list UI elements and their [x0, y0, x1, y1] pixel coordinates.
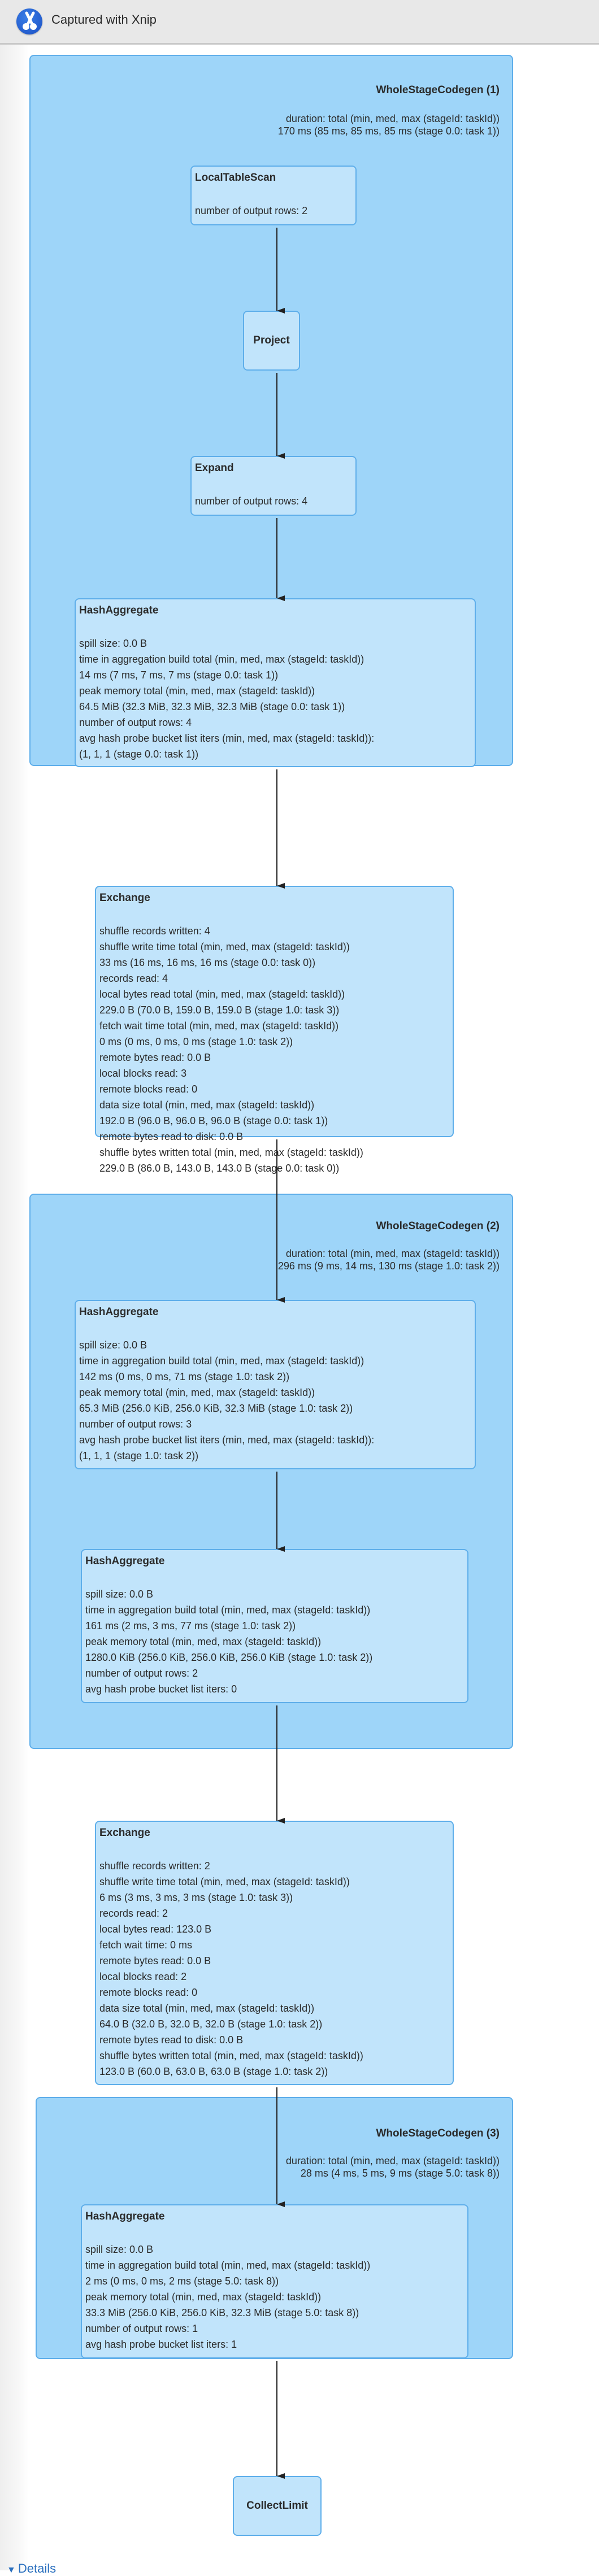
metric-line: 229.0 B (70.0 B, 159.0 B, 159.0 B (stage 1.0: task 3)) — [99, 1004, 340, 1016]
metric-line: peak memory total (min, med, max (stageId: taskId)) — [85, 1636, 322, 1647]
metric-line: 123.0 B (60.0 B, 63.0 B, 63.0 B (stage 1.0: task 2)) — [99, 2066, 328, 2077]
node-metrics — [79, 1337, 471, 1464]
metric-line: 229.0 B (86.0 B, 143.0 B, 143.0 B (stage 0.0: task 0)) — [99, 1163, 340, 1174]
node-hash-aggregate-3[interactable] — [81, 1549, 468, 1703]
metric-line: data size total (min, med, max (stageId: taskId)) — [99, 1099, 315, 1111]
node-title: Exchange — [99, 892, 150, 904]
cluster-metric-value: 296 ms (9 ms, 14 ms, 130 ms (stage 1.0: task 2)) — [277, 1260, 500, 1272]
node-title: LocalTableScan — [195, 172, 276, 184]
cluster-metric-label: duration: total (min, med, max (stageId: taskId)) — [285, 2155, 500, 2166]
node-metrics — [195, 493, 352, 509]
node-metrics — [195, 203, 352, 219]
metric-line: 64.0 B (32.0 B, 32.0 B, 32.0 B (stage 1.0: task 2)) — [99, 2018, 323, 2030]
metric-line: remote blocks read: 0 — [99, 1084, 198, 1095]
metric-line: remote bytes read: 0.0 B — [99, 1052, 211, 1063]
cluster-metric-label: duration: total (min, med, max (stageId: taskId)) — [285, 1248, 500, 1259]
details-label: Details — [18, 2561, 57, 2575]
metric-line: records read: 4 — [99, 973, 168, 984]
node-exchange-2[interactable] — [95, 1821, 454, 2085]
metric-line: shuffle write time total (min, med, max (stageId: taskId)) — [99, 941, 350, 952]
metric-line: number of output rows: 3 — [79, 1418, 192, 1430]
metric-line: 33.3 MiB (256.0 KiB, 256.0 KiB, 32.3 MiB (stage 5.0: task 8)) — [85, 2307, 359, 2318]
metric-line: 65.3 MiB (256.0 KiB, 256.0 KiB, 32.3 MiB (stage 1.0: task 2)) — [79, 1403, 353, 1414]
metric-line: (1, 1, 1 (stage 0.0: task 1)) — [79, 749, 199, 760]
node-hash-aggregate-2[interactable] — [75, 1300, 476, 1469]
node-title: Expand — [195, 462, 234, 474]
metric-line: 142 ms (0 ms, 0 ms, 71 ms (stage 1.0: task 2)) — [79, 1371, 290, 1382]
node-title: Exchange — [99, 1827, 150, 1839]
node-metrics — [85, 2242, 464, 2352]
node-exchange-1[interactable] — [95, 886, 454, 1174]
metric-line: avg hash probe bucket list iters: 1 — [85, 2339, 237, 2350]
node-title: HashAggregate — [85, 1555, 165, 1567]
cluster-title: WholeStageCodegen (2) — [376, 1220, 500, 1232]
metric-line: number of output rows: 4 — [79, 717, 192, 728]
node-local-table-scan[interactable] — [190, 166, 357, 225]
metric-line: remote bytes read: 0.0 B — [99, 1955, 211, 1966]
metric-line: local blocks read: 2 — [99, 1971, 187, 1982]
node-hash-aggregate-1[interactable] — [75, 598, 476, 767]
node-title: Project — [253, 334, 290, 346]
metric-line: peak memory total (min, med, max (stageId: taskId)) — [85, 2291, 322, 2303]
node-metrics — [79, 636, 471, 762]
metric-line: avg hash probe bucket list iters: 0 — [85, 1683, 237, 1695]
node-metrics — [85, 1586, 464, 1697]
metric-line: 0 ms (0 ms, 0 ms, 0 ms (stage 1.0: task 2)) — [99, 1036, 293, 1047]
node-title: CollectLimit — [246, 2500, 308, 2512]
metric-line: data size total (min, med, max (stageId: taskId)) — [99, 2003, 315, 2014]
metric-line: shuffle bytes written total (min, med, max (stageId: taskId)) — [99, 1147, 363, 1158]
node-title: HashAggregate — [79, 1306, 159, 1318]
metric-line: peak memory total (min, med, max (stageId: taskId)) — [79, 685, 315, 697]
metric-line: time in aggregation build total (min, med, max (stageId: taskId)) — [79, 654, 364, 665]
metric-line: number of output rows: 1 — [85, 2323, 198, 2334]
metric-line: time in aggregation build total (min, med, max (stageId: taskId)) — [85, 2260, 371, 2271]
cluster-metric-label: duration: total (min, med, max (stageId: taskId)) — [285, 113, 500, 124]
left-margin — [0, 45, 28, 2570]
metric-line: remote bytes read to disk: 0.0 B — [99, 1131, 244, 1142]
metric-line: local blocks read: 3 — [99, 1068, 187, 1079]
metric-line: shuffle records written: 2 — [99, 1860, 210, 1872]
metric-line: time in aggregation build total (min, med, max (stageId: taskId)) — [85, 1604, 371, 1616]
metric-line: 1280.0 KiB (256.0 KiB, 256.0 KiB, 256.0 KiB (stage 1.0: task 2)) — [85, 1652, 373, 1663]
metric-line: remote bytes read to disk: 0.0 B — [99, 2034, 244, 2046]
metric-line: number of output rows: 4 — [195, 495, 308, 507]
metric-line: local bytes read: 123.0 B — [99, 1924, 212, 1935]
node-expand[interactable] — [190, 456, 357, 516]
cluster-title: WholeStageCodegen (3) — [376, 2127, 500, 2139]
metric-line: avg hash probe bucket list iters (min, med, max (stageId: taskId)): — [79, 733, 375, 744]
metric-line: 6 ms (3 ms, 3 ms, 3 ms (stage 1.0: task 3)) — [99, 1892, 293, 1903]
app-title: Captured with Xnip — [51, 12, 157, 27]
metric-line: remote blocks read: 0 — [99, 1987, 198, 1998]
cluster-metric-value: 170 ms (85 ms, 85 ms, 85 ms (stage 0.0: task 1)) — [277, 125, 500, 137]
cluster-title: WholeStageCodegen (1) — [376, 84, 500, 96]
node-title: HashAggregate — [79, 604, 159, 616]
metric-line: fetch wait time: 0 ms — [99, 1939, 193, 1951]
metric-line: number of output rows: 2 — [85, 1668, 198, 1679]
metric-line: (1, 1, 1 (stage 1.0: task 2)) — [79, 1450, 199, 1461]
metric-line: 2 ms (0 ms, 0 ms, 2 ms (stage 5.0: task 8)) — [85, 2275, 279, 2287]
node-hash-aggregate-4[interactable] — [81, 2204, 468, 2359]
metric-line: shuffle bytes written total (min, med, max (stageId: taskId)) — [99, 2050, 363, 2061]
metric-line: local bytes read total (min, med, max (stageId: taskId)) — [99, 989, 345, 1000]
node-metrics — [99, 1858, 449, 2079]
triangle-down-icon: ▼ — [7, 2565, 16, 2575]
node-metrics — [99, 923, 449, 1176]
metric-line: 33 ms (16 ms, 16 ms, 16 ms (stage 0.0: task 0)) — [99, 957, 316, 968]
cluster-metric-value: 28 ms (4 ms, 5 ms, 9 ms (stage 5.0: task 8)) — [300, 2168, 500, 2179]
node-project[interactable] — [243, 311, 300, 371]
metric-line: 14 ms (7 ms, 7 ms, 7 ms (stage 0.0: task 1)) — [79, 669, 279, 681]
metric-line: peak memory total (min, med, max (stageId: taskId)) — [79, 1387, 315, 1398]
metric-line: spill size: 0.0 B — [79, 1339, 147, 1351]
title-bar — [0, 0, 599, 45]
scissors-icon — [16, 8, 42, 34]
metric-line: time in aggregation build total (min, med, max (stageId: taskId)) — [79, 1355, 364, 1367]
metric-line: avg hash probe bucket list iters (min, med, max (stageId: taskId)): — [79, 1434, 375, 1446]
metric-line: fetch wait time total (min, med, max (stageId: taskId)) — [99, 1020, 339, 1032]
metric-line: 161 ms (2 ms, 3 ms, 77 ms (stage 1.0: task 2)) — [85, 1620, 296, 1631]
metric-line: shuffle records written: 4 — [99, 925, 210, 937]
metric-line: records read: 2 — [99, 1908, 168, 1919]
metric-line: spill size: 0.0 B — [79, 638, 147, 649]
node-collect-limit[interactable] — [233, 2476, 322, 2536]
metric-line: shuffle write time total (min, med, max (stageId: taskId)) — [99, 1876, 350, 1887]
details-toggle[interactable] — [7, 2561, 56, 2576]
metric-line: 192.0 B (96.0 B, 96.0 B, 96.0 B (stage 0.0: task 1)) — [99, 1115, 328, 1126]
metric-line: spill size: 0.0 B — [85, 1589, 154, 1600]
metric-line: 64.5 MiB (32.3 MiB, 32.3 MiB, 32.3 MiB (stage 0.0: task 1)) — [79, 701, 345, 712]
node-title: HashAggregate — [85, 2211, 165, 2222]
metric-line: number of output rows: 2 — [195, 205, 308, 216]
metric-line: spill size: 0.0 B — [85, 2244, 154, 2255]
